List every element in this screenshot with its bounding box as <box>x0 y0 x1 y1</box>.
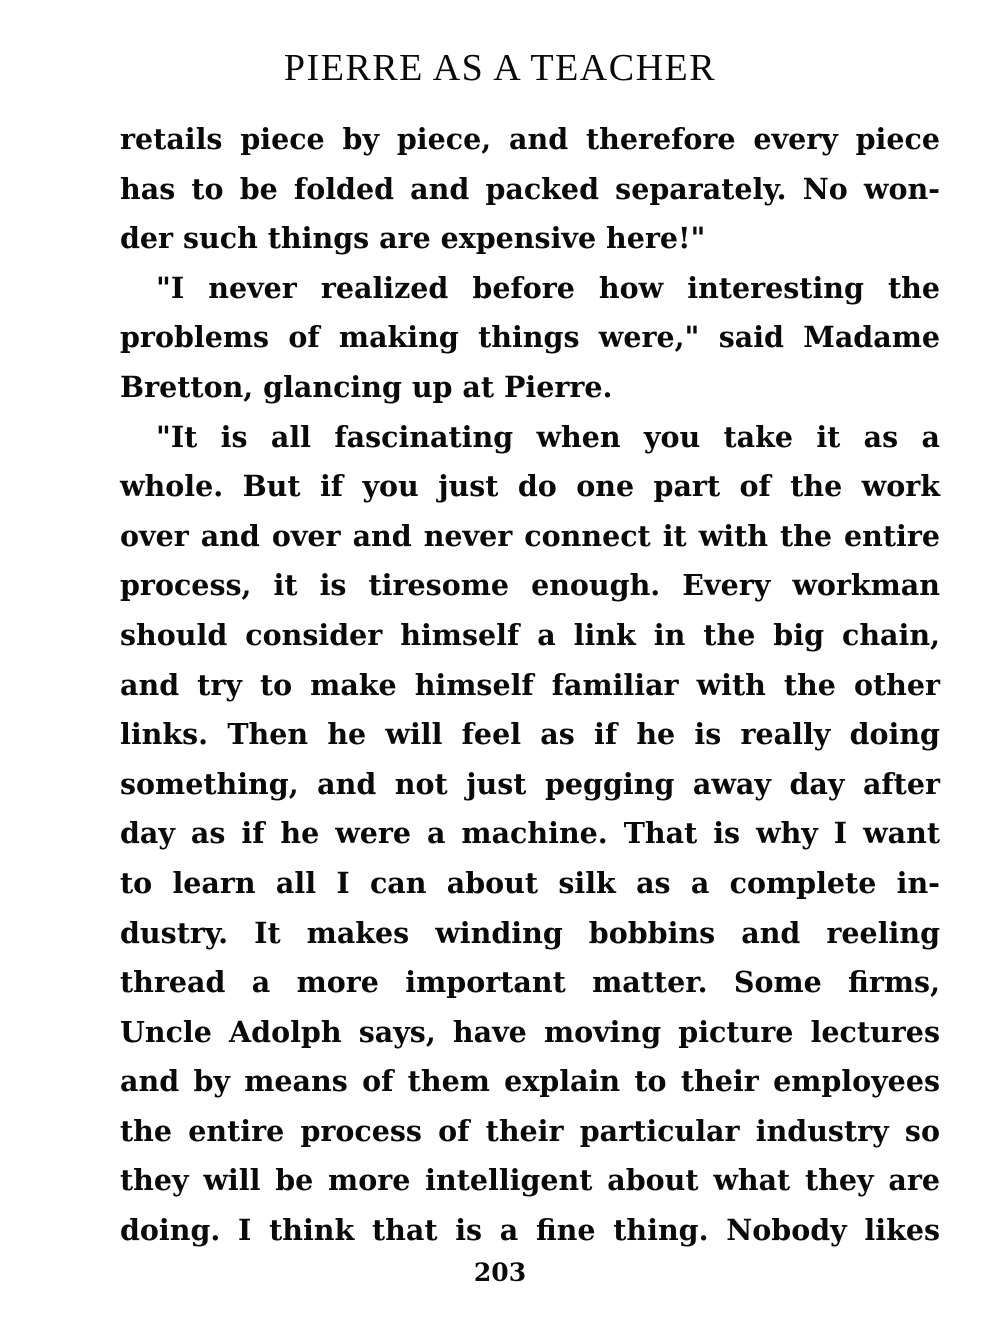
text-line: der such things are expensive here!" <box>120 221 706 256</box>
running-head: PIERRE AS A TEACHER <box>283 47 717 89</box>
text-line: and try to make himself familiar with the other <box>120 667 940 702</box>
body-text <box>120 115 940 1256</box>
text-line: the entire process of their particular industry so <box>120 1113 940 1148</box>
text-line: Bretton, glancing up at Pierre. <box>120 369 613 404</box>
text-line: Uncle Adolph says, have moving picture lectures <box>120 1014 940 1049</box>
text-line: "It is all fascinating when you take it as a <box>156 419 940 454</box>
text-line: and by means of them explain to their employees <box>120 1064 940 1099</box>
text-line: problems of making things were," said Madame <box>120 320 940 355</box>
text-line: they will be more intelligent about what they are <box>120 1163 940 1198</box>
text-line: to learn all I can about silk as a complete in- <box>120 865 940 900</box>
text-line: something, and not just pegging away day after <box>120 766 940 801</box>
text-line: retails piece by piece, and therefore every piece <box>120 122 940 156</box>
text-line: has to be folded and packed separately. No won- <box>120 171 940 206</box>
text-line: should consider himself a link in the big chain, <box>120 617 940 652</box>
text-line: doing. I think that is a fine thing. Nobody likes <box>120 1213 940 1248</box>
text-line: thread a more important matter. Some firms, <box>120 965 940 1000</box>
text-line: process, it is tiresome enough. Every workman <box>120 568 940 603</box>
text-line: over and over and never connect it with the entire <box>120 518 940 553</box>
text-line: day as if he were a machine. That is why I want <box>120 816 940 851</box>
text-line: whole. But if you just do one part of the work <box>120 469 940 504</box>
page-number: 203 <box>473 1258 527 1287</box>
text-line: links. Then he will feel as if he is really doing <box>120 717 940 752</box>
text-line: "I never realized before how interesting the <box>156 270 940 305</box>
text-line: dustry. It makes winding bobbins and reeling <box>120 915 940 950</box>
